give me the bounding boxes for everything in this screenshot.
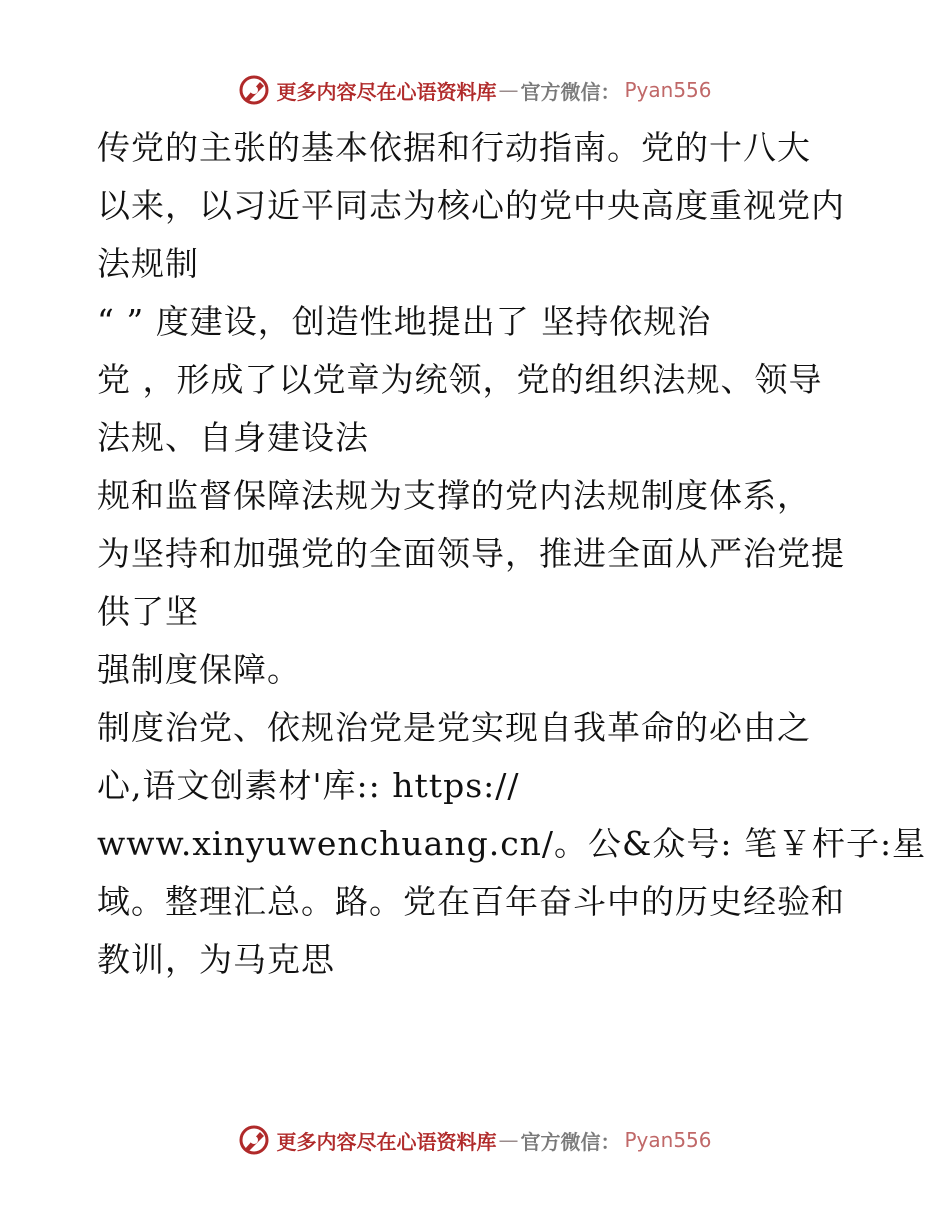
text-line: 强制度保障。 <box>97 650 301 689</box>
footer-banner <box>0 1120 950 1160</box>
header-banner <box>0 70 950 110</box>
text-line: 供了坚 <box>97 592 199 631</box>
footer-dash: — <box>498 1128 519 1152</box>
text-line: 教训，为马克思 <box>97 940 335 979</box>
footer-brand-text: 更多内容尽在心语资料库 <box>276 1129 497 1154</box>
footer-wechat-label: 官方微信： <box>520 1129 621 1154</box>
text-line: 规和监督保障法规为支撑的党内法规制度体系， <box>97 476 811 515</box>
text-line: “ ” 度建设，创造性地提出了 坚持依规治 <box>97 302 712 341</box>
text-line: 域。整理汇总。路。党在百年奋斗中的历史经验和 <box>97 882 845 921</box>
text-line: 传党的主张的基本依据和行动指南。党的十八大 <box>97 128 811 167</box>
header-brand-text: 更多内容尽在心语资料库 <box>276 79 497 104</box>
header-wechat-label: 官方微信： <box>520 79 621 104</box>
text-line: 法规制 <box>97 244 199 283</box>
pen-logo-icon <box>238 1124 270 1156</box>
pen-logo-icon <box>238 74 270 106</box>
text-line: 为坚持和加强党的全面领导，推进全面从严治党提 <box>97 534 845 573</box>
text-line: 党 ，形成了以党章为统领，党的组织法规、领导 <box>97 360 823 399</box>
footer-wechat-id: Pyan556 <box>624 1128 712 1152</box>
text-line: 法规、自身建设法 <box>97 418 369 457</box>
header-wechat-id: Pyan556 <box>624 78 712 102</box>
text-line: www.xinyuwenchuang.cn/。公&众号: 笔￥杆子:星 <box>97 824 927 863</box>
text-line: 以来，以习近平同志为核心的党中央高度重视党内 <box>97 186 845 225</box>
header-dash: — <box>498 78 519 102</box>
text-line: 心,语文创素材'库:: https:// <box>97 766 520 805</box>
text-line: 制度治党、依规治党是党实现自我革命的必由之 <box>97 708 811 747</box>
